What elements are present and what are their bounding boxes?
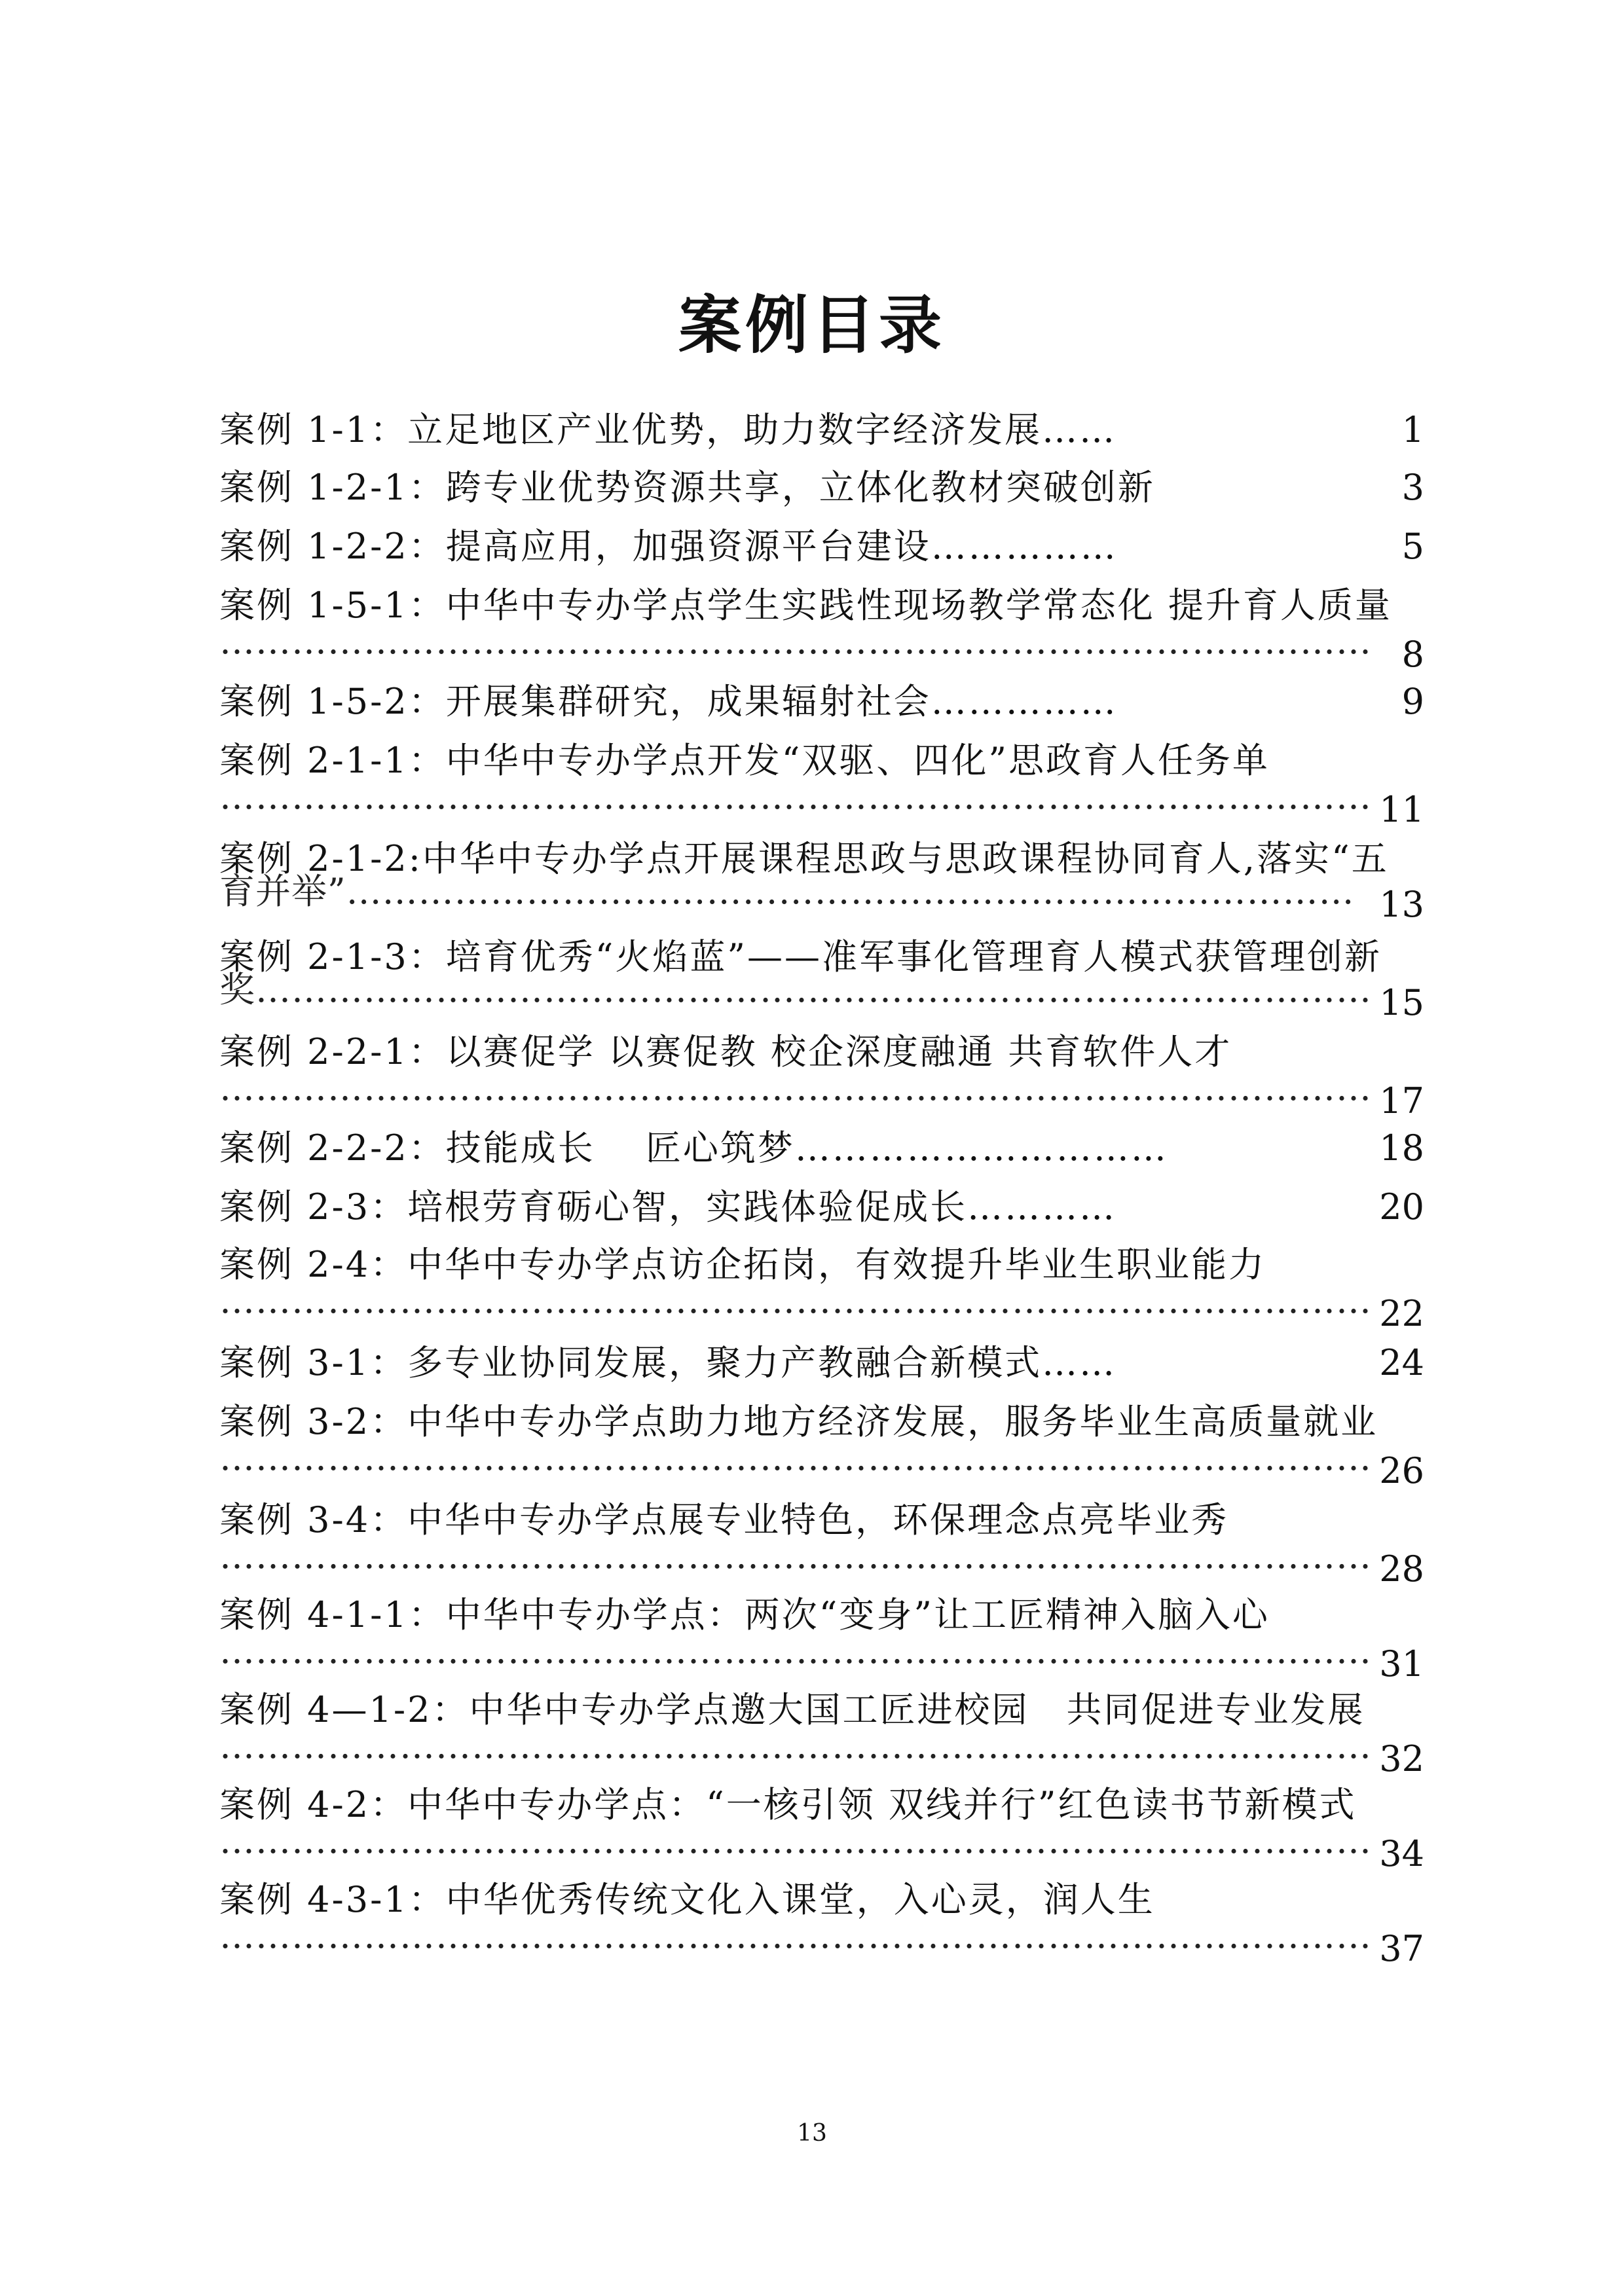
toc-entry-text: 案例 1-2-2：提高应用，加强资源平台建设…………… <box>219 526 1118 567</box>
document-title: 案例目录 <box>678 289 946 362</box>
toc-entry[interactable] <box>219 740 1424 831</box>
toc-leader-dots: …………………………………………………………………………………… <box>219 1915 1372 1956</box>
toc-entry[interactable] <box>219 1244 1424 1336</box>
toc-entry[interactable] <box>219 1342 1424 1384</box>
toc-entry[interactable] <box>219 936 1424 1028</box>
toc-entry[interactable] <box>219 681 1424 723</box>
toc-entry[interactable] <box>219 1499 1424 1591</box>
toc-page-number: 20 <box>1379 1186 1424 1228</box>
toc-entry-text: 案例 4-1-1：中华中专办学点：两次“变身”让工匠精神入脑入心 <box>219 1594 1270 1635</box>
toc-leader-dots: …………………………………………………………………………………… <box>219 1630 1372 1671</box>
toc-page-number: 3 <box>1401 467 1424 508</box>
toc-entry-text: 案例 4-2：中华中专办学点：“一核引领 双线并行”红色读书节新模式 <box>219 1784 1357 1825</box>
toc-page-number: 37 <box>1379 1928 1424 1969</box>
toc-page-number: 28 <box>1379 1548 1424 1590</box>
toc-leader-dots: …………………………………………………………………………………… <box>219 1280 1372 1321</box>
toc-page-number: 8 <box>1401 634 1424 675</box>
toc-page-number: 9 <box>1401 681 1424 722</box>
page-footer-number: 13 <box>797 2120 827 2147</box>
toc-entry[interactable] <box>219 585 1424 676</box>
toc-entry-text: 案例 1-5-2：开展集群研究，成果辐射社会…………… <box>219 681 1118 722</box>
toc-entry-text: 案例 2-4：中华中专办学点访企拓岗，有效提升毕业生职业能力 <box>219 1244 1266 1285</box>
toc-entry-text: 案例 3-2：中华中专办学点助力地方经济发展，服务毕业生高质量就业 <box>219 1401 1378 1442</box>
toc-leader-dots: …………………………………………………………………………………… <box>219 776 1372 817</box>
toc-entry[interactable] <box>219 1031 1424 1123</box>
toc-page-number: 17 <box>1379 1080 1424 1121</box>
toc-entry[interactable] <box>219 1401 1424 1493</box>
toc-entry-text: 案例 4—1-2：中华中专办学点邀大国工匠进校园 共同促进专业发展 <box>219 1689 1365 1730</box>
toc-leader-dots: …………………………………………………………………………………… <box>219 1820 1372 1861</box>
toc-entry-text: 案例 2-1-1：中华中专办学点开发“双驱、四化”思政育人任务单 <box>219 740 1270 781</box>
toc-leader-dots: …………………………………………………………………………………… <box>219 1535 1372 1576</box>
toc-entry-text: 案例 2-2-1：以赛促学 以赛促教 校企深度融通 共育软件人才 <box>219 1031 1232 1072</box>
toc-page-number: 15 <box>1379 982 1424 1023</box>
toc-page-number: 13 <box>1379 884 1424 925</box>
toc-leader-dots: …………………………………………………………………………………… <box>219 1067 1372 1108</box>
toc-page-number: 1 <box>1401 409 1424 450</box>
toc-page-number: 24 <box>1379 1342 1424 1383</box>
toc-page-number: 31 <box>1379 1643 1424 1685</box>
toc-entry[interactable] <box>219 526 1424 568</box>
toc-entry[interactable] <box>219 1784 1424 1876</box>
toc-entry[interactable] <box>219 1594 1424 1686</box>
toc-entry-text: 案例 2-2-2：技能成长 匠心筑梦………………………… <box>219 1127 1168 1169</box>
toc-entry[interactable] <box>219 467 1424 509</box>
toc-entry-text: 案例 2-1-3：培育优秀“火焰蓝”——准军事化管理育人模式获管理创新 <box>219 936 1382 977</box>
toc-entry-text: 案例 4-3-1：中华优秀传统文化入课堂，入心灵，润人生 <box>219 1879 1155 1920</box>
toc-page-number: 22 <box>1379 1293 1424 1334</box>
toc-entry[interactable] <box>219 838 1424 930</box>
toc-page-number: 34 <box>1379 1833 1424 1874</box>
toc-page-number: 32 <box>1379 1738 1424 1779</box>
toc-entry-text: 案例 1-2-1：跨专业优势资源共享，立体化教材突破创新 <box>219 467 1155 508</box>
toc-leader-dots: …………………………………………………………………………………… <box>219 621 1372 662</box>
toc-leader-dots: 奖………………………………………………………………………………… <box>219 969 1372 1010</box>
toc-entry-text: 案例 3-4：中华中专办学点展专业特色，环保理念点亮毕业秀 <box>219 1499 1229 1540</box>
toc-entry[interactable] <box>219 1879 1424 1971</box>
toc-entry[interactable] <box>219 1689 1424 1781</box>
toc-leader-dots: …………………………………………………………………………………… <box>219 1725 1372 1766</box>
toc-entry-text: 案例 3-1：多专业协同发展，聚力产教融合新模式…… <box>219 1342 1117 1383</box>
toc-leader-dots: 育并举”………………………………………………………………………… <box>219 871 1355 912</box>
toc-entry-text: 案例 2-3：培根劳育砺心智，实践体验促成长………… <box>219 1186 1117 1228</box>
toc-entry-text: 案例 1-1：立足地区产业优势，助力数字经济发展…… <box>219 409 1117 450</box>
toc-page-number: 26 <box>1379 1450 1424 1491</box>
toc-leader-dots: …………………………………………………………………………………… <box>219 1437 1372 1478</box>
toc-entry-text: 案例 2-1-2:中华中专办学点开展课程思政与思政课程协同育人,落实“五 <box>219 838 1389 879</box>
toc-entry[interactable] <box>219 409 1424 451</box>
toc-page-number: 18 <box>1379 1127 1424 1169</box>
toc-entry[interactable] <box>219 1186 1424 1228</box>
toc-page-number: 5 <box>1401 526 1424 567</box>
toc-page-number: 11 <box>1379 789 1424 830</box>
toc-entry[interactable] <box>219 1127 1424 1169</box>
toc-entry-text: 案例 1-5-1：中华中专办学点学生实践性现场教学常态化 提升育人质量 <box>219 585 1392 626</box>
